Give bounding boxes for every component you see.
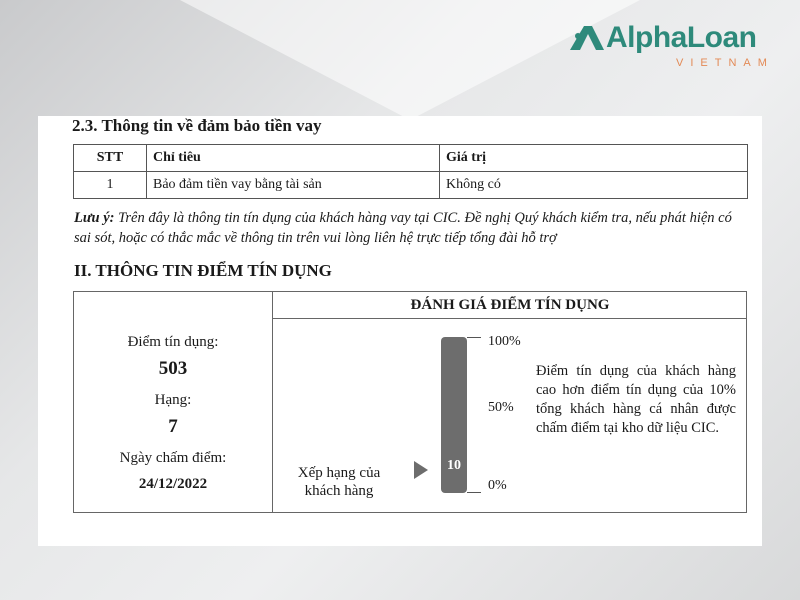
collateral-table [73,144,748,199]
scale-tick [467,337,481,338]
scale-tick [467,492,481,493]
column-header: Chỉ tiêu [147,145,440,172]
score-label: Điểm tín dụng: [127,334,219,350]
scale-50: 50% [488,400,514,415]
score-value: 503 [158,358,188,379]
column-header: STT [74,145,147,172]
brand-logo [566,22,781,74]
section-23-title: 2.3. Thông tin về đảm bảo tiền vay [72,116,322,135]
evaluation-description: Điểm tín dụng của khách hàng cao hơn điểm tín dụng của 10% tổng khách hàng cá nhân được chấm điểm tại kho dữ liệu CIC. [536,363,736,436]
customer-rank-label: Xếp hạng của khách hàng [297,465,381,499]
date-label: Ngày chấm điểm: [119,450,227,466]
note-paragraph [74,208,749,248]
evaluation-header: ĐÁNH GIÁ ĐIỂM TÍN DỤNG [273,292,747,319]
table-cell: 1 [74,172,147,199]
table-cell: Không có [440,172,748,199]
rank-value: 7 [168,416,178,437]
note-text: Trên đây là thông tin tín dụng của khách hàng vay tại CIC. Đề nghị Quý khách kiểm tra, nếu phát hiện có sai sót, hoặc có thắc mắc về thông tin trên vui lòng liên hệ trực tiếp tổng đài hỗ trợ [74,210,732,246]
logo-subtitle: VIETNAM [676,57,774,69]
rank-label: Hạng: [154,392,192,408]
table-row [74,172,748,199]
scale-100: 100% [488,334,521,349]
table-header-row [74,145,748,172]
score-summary [74,292,273,512]
credit-score-box [73,291,747,513]
column-header: Giá trị [440,145,748,172]
scale-0: 0% [488,478,507,493]
rank-bar-value: 10 [447,458,461,473]
logo-text: AlphaLoan [606,21,757,54]
note-label: Lưu ý: [74,210,115,226]
section-ii-title: II. THÔNG TIN ĐIỂM TÍN DỤNG [74,261,332,280]
arrow-right-icon [414,457,428,483]
date-value: 24/12/2022 [138,476,208,492]
credit-report-document [38,116,762,546]
alphaloan-logo-icon [566,22,606,54]
table-cell: Bảo đảm tiền vay bằng tài sản [147,172,440,199]
